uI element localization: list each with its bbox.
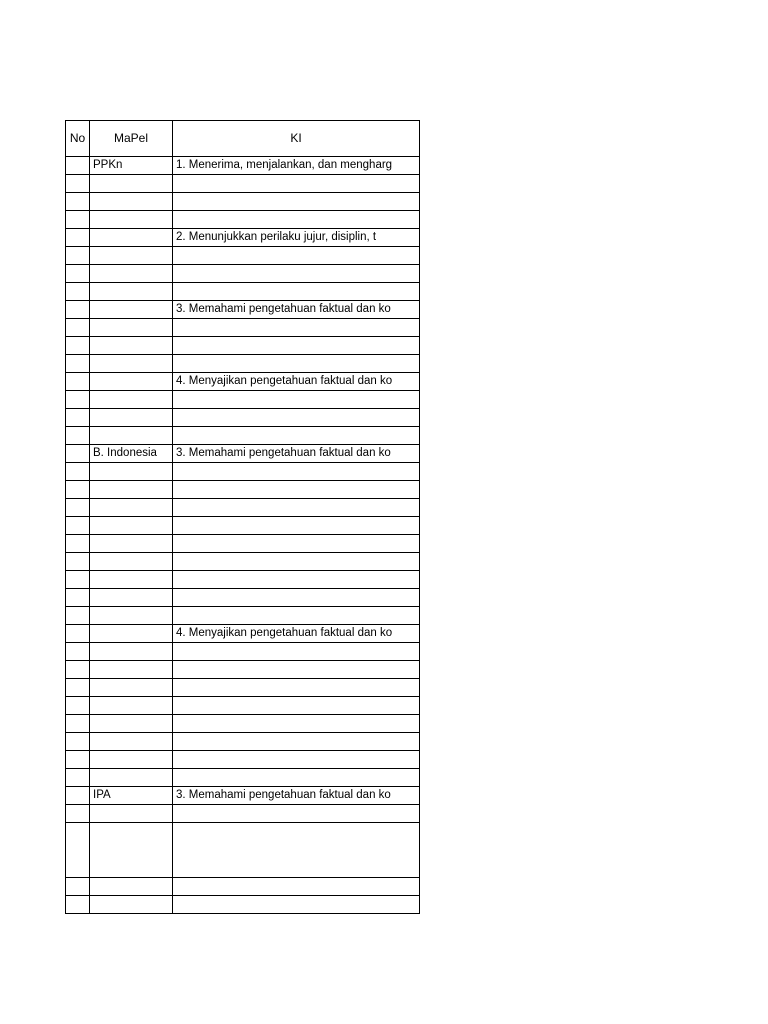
cell-no[interactable] (66, 787, 90, 805)
table-row (66, 878, 420, 896)
cell-no[interactable] (66, 697, 90, 715)
cell-mapel[interactable] (90, 193, 173, 211)
table-row (66, 787, 420, 805)
header-ki[interactable]: KI (173, 121, 420, 157)
table-row (66, 625, 420, 643)
table-row (66, 283, 420, 301)
cell-ki[interactable]: 3. Memahami pengetahuan faktual dan ko (173, 301, 420, 319)
cell-no[interactable] (66, 553, 90, 571)
cell-mapel[interactable] (90, 463, 173, 481)
table-row (66, 409, 420, 427)
cell-ki[interactable] (173, 481, 420, 499)
cell-ki[interactable] (173, 643, 420, 661)
table-row (66, 499, 420, 517)
cell-ki[interactable] (173, 715, 420, 733)
cell-no[interactable] (66, 823, 90, 878)
table-body (66, 157, 420, 914)
cell-mapel[interactable] (90, 373, 173, 391)
cell-mapel[interactable] (90, 391, 173, 409)
cell-no[interactable] (66, 301, 90, 319)
cell-ki[interactable] (173, 679, 420, 697)
cell-ki[interactable] (173, 733, 420, 751)
table-row (66, 823, 420, 878)
cell-ki[interactable] (173, 878, 420, 896)
cell-mapel[interactable] (90, 733, 173, 751)
cell-ki[interactable] (173, 319, 420, 337)
table-row (66, 769, 420, 787)
cell-mapel[interactable] (90, 625, 173, 643)
cell-no[interactable] (66, 751, 90, 769)
cell-ki[interactable]: 4. Menyajikan pengetahuan faktual dan ko (173, 373, 420, 391)
cell-ki[interactable] (173, 265, 420, 283)
cell-no[interactable] (66, 589, 90, 607)
table-row (66, 193, 420, 211)
cell-mapel[interactable] (90, 896, 173, 914)
cell-no[interactable] (66, 643, 90, 661)
table-row (66, 373, 420, 391)
cell-no[interactable] (66, 535, 90, 553)
cell-mapel[interactable] (90, 823, 173, 878)
cell-mapel[interactable] (90, 481, 173, 499)
cell-no[interactable] (66, 211, 90, 229)
cell-mapel[interactable] (90, 805, 173, 823)
cell-mapel[interactable] (90, 247, 173, 265)
table-row (66, 553, 420, 571)
cell-ki[interactable] (173, 553, 420, 571)
cell-mapel[interactable]: IPA (90, 787, 173, 805)
table-row (66, 157, 420, 175)
cell-mapel[interactable] (90, 265, 173, 283)
header-row (66, 121, 420, 157)
cell-no[interactable] (66, 409, 90, 427)
cell-mapel[interactable] (90, 211, 173, 229)
cell-ki[interactable]: 3. Memahami pengetahuan faktual dan ko (173, 787, 420, 805)
table-row (66, 733, 420, 751)
cell-mapel[interactable] (90, 607, 173, 625)
cell-mapel[interactable] (90, 751, 173, 769)
cell-mapel[interactable] (90, 355, 173, 373)
ki-table (65, 120, 420, 914)
table-row (66, 211, 420, 229)
cell-ki[interactable] (173, 427, 420, 445)
table-row (66, 679, 420, 697)
cell-ki[interactable] (173, 391, 420, 409)
table-row (66, 751, 420, 769)
table-row (66, 391, 420, 409)
cell-mapel[interactable] (90, 769, 173, 787)
cell-no[interactable] (66, 283, 90, 301)
cell-mapel[interactable] (90, 409, 173, 427)
cell-no[interactable] (66, 715, 90, 733)
header-mapel[interactable]: MaPel (90, 121, 173, 157)
cell-mapel[interactable] (90, 175, 173, 193)
cell-mapel[interactable] (90, 301, 173, 319)
cell-mapel[interactable]: PPKn (90, 157, 173, 175)
table-row (66, 265, 420, 283)
table-row (66, 805, 420, 823)
cell-ki[interactable] (173, 211, 420, 229)
cell-no[interactable] (66, 481, 90, 499)
cell-no[interactable] (66, 499, 90, 517)
cell-mapel[interactable] (90, 679, 173, 697)
table-row (66, 517, 420, 535)
table-row (66, 571, 420, 589)
cell-mapel[interactable] (90, 643, 173, 661)
cell-no[interactable] (66, 733, 90, 751)
table-row (66, 715, 420, 733)
table-row (66, 229, 420, 247)
cell-ki[interactable] (173, 751, 420, 769)
cell-ki[interactable]: 3. Memahami pengetahuan faktual dan ko (173, 445, 420, 463)
cell-no[interactable] (66, 355, 90, 373)
cell-no[interactable] (66, 157, 90, 175)
table-row (66, 355, 420, 373)
cell-ki[interactable] (173, 463, 420, 481)
table-row (66, 481, 420, 499)
cell-no[interactable] (66, 445, 90, 463)
table-row (66, 661, 420, 679)
cell-no[interactable] (66, 193, 90, 211)
cell-ki[interactable] (173, 589, 420, 607)
cell-ki[interactable] (173, 535, 420, 553)
cell-no[interactable] (66, 896, 90, 914)
cell-no[interactable] (66, 319, 90, 337)
cell-ki[interactable]: 1. Menerima, menjalankan, dan mengharg (173, 157, 420, 175)
cell-mapel[interactable]: B. Indonesia (90, 445, 173, 463)
cell-mapel[interactable] (90, 517, 173, 535)
cell-no[interactable] (66, 427, 90, 445)
cell-no[interactable] (66, 229, 90, 247)
cell-mapel[interactable] (90, 697, 173, 715)
cell-ki[interactable] (173, 769, 420, 787)
table-row (66, 175, 420, 193)
spreadsheet-area (65, 120, 419, 914)
cell-no[interactable] (66, 337, 90, 355)
cell-no[interactable] (66, 878, 90, 896)
cell-ki[interactable] (173, 337, 420, 355)
table-row (66, 445, 420, 463)
cell-ki[interactable] (173, 355, 420, 373)
cell-ki[interactable] (173, 661, 420, 679)
cell-mapel[interactable] (90, 229, 173, 247)
cell-ki[interactable] (173, 283, 420, 301)
cell-no[interactable] (66, 571, 90, 589)
cell-no[interactable] (66, 175, 90, 193)
cell-no[interactable] (66, 517, 90, 535)
cell-ki[interactable]: 4. Menyajikan pengetahuan faktual dan ko (173, 625, 420, 643)
cell-ki[interactable] (173, 499, 420, 517)
cell-ki[interactable] (173, 247, 420, 265)
cell-no[interactable] (66, 661, 90, 679)
table-row (66, 535, 420, 553)
table-row (66, 463, 420, 481)
table-row (66, 896, 420, 914)
cell-mapel[interactable] (90, 337, 173, 355)
cell-ki[interactable] (173, 193, 420, 211)
cell-ki[interactable] (173, 571, 420, 589)
table-row (66, 337, 420, 355)
cell-mapel[interactable] (90, 553, 173, 571)
cell-no[interactable] (66, 679, 90, 697)
cell-ki[interactable] (173, 175, 420, 193)
cell-ki[interactable] (173, 805, 420, 823)
cell-mapel[interactable] (90, 283, 173, 301)
cell-mapel[interactable] (90, 319, 173, 337)
cell-ki[interactable] (173, 607, 420, 625)
cell-mapel[interactable] (90, 878, 173, 896)
cell-mapel[interactable] (90, 589, 173, 607)
table-row (66, 427, 420, 445)
cell-no[interactable] (66, 769, 90, 787)
cell-no[interactable] (66, 373, 90, 391)
cell-no[interactable] (66, 463, 90, 481)
table-row (66, 319, 420, 337)
cell-no[interactable] (66, 391, 90, 409)
cell-mapel[interactable] (90, 427, 173, 445)
cell-no[interactable] (66, 625, 90, 643)
cell-mapel[interactable] (90, 571, 173, 589)
cell-no[interactable] (66, 265, 90, 283)
table-row (66, 247, 420, 265)
cell-ki[interactable] (173, 409, 420, 427)
header-no[interactable]: No (66, 121, 90, 157)
cell-ki[interactable]: 2. Menunjukkan perilaku jujur, disiplin, t (173, 229, 420, 247)
table-row (66, 697, 420, 715)
table-row (66, 301, 420, 319)
cell-ki[interactable] (173, 697, 420, 715)
cell-mapel[interactable] (90, 661, 173, 679)
cell-mapel[interactable] (90, 535, 173, 553)
cell-no[interactable] (66, 805, 90, 823)
cell-no[interactable] (66, 607, 90, 625)
cell-ki[interactable] (173, 896, 420, 914)
cell-ki[interactable] (173, 517, 420, 535)
table-row (66, 589, 420, 607)
cell-no[interactable] (66, 247, 90, 265)
cell-ki[interactable] (173, 823, 420, 878)
table-row (66, 607, 420, 625)
table-row (66, 643, 420, 661)
cell-mapel[interactable] (90, 499, 173, 517)
cell-mapel[interactable] (90, 715, 173, 733)
